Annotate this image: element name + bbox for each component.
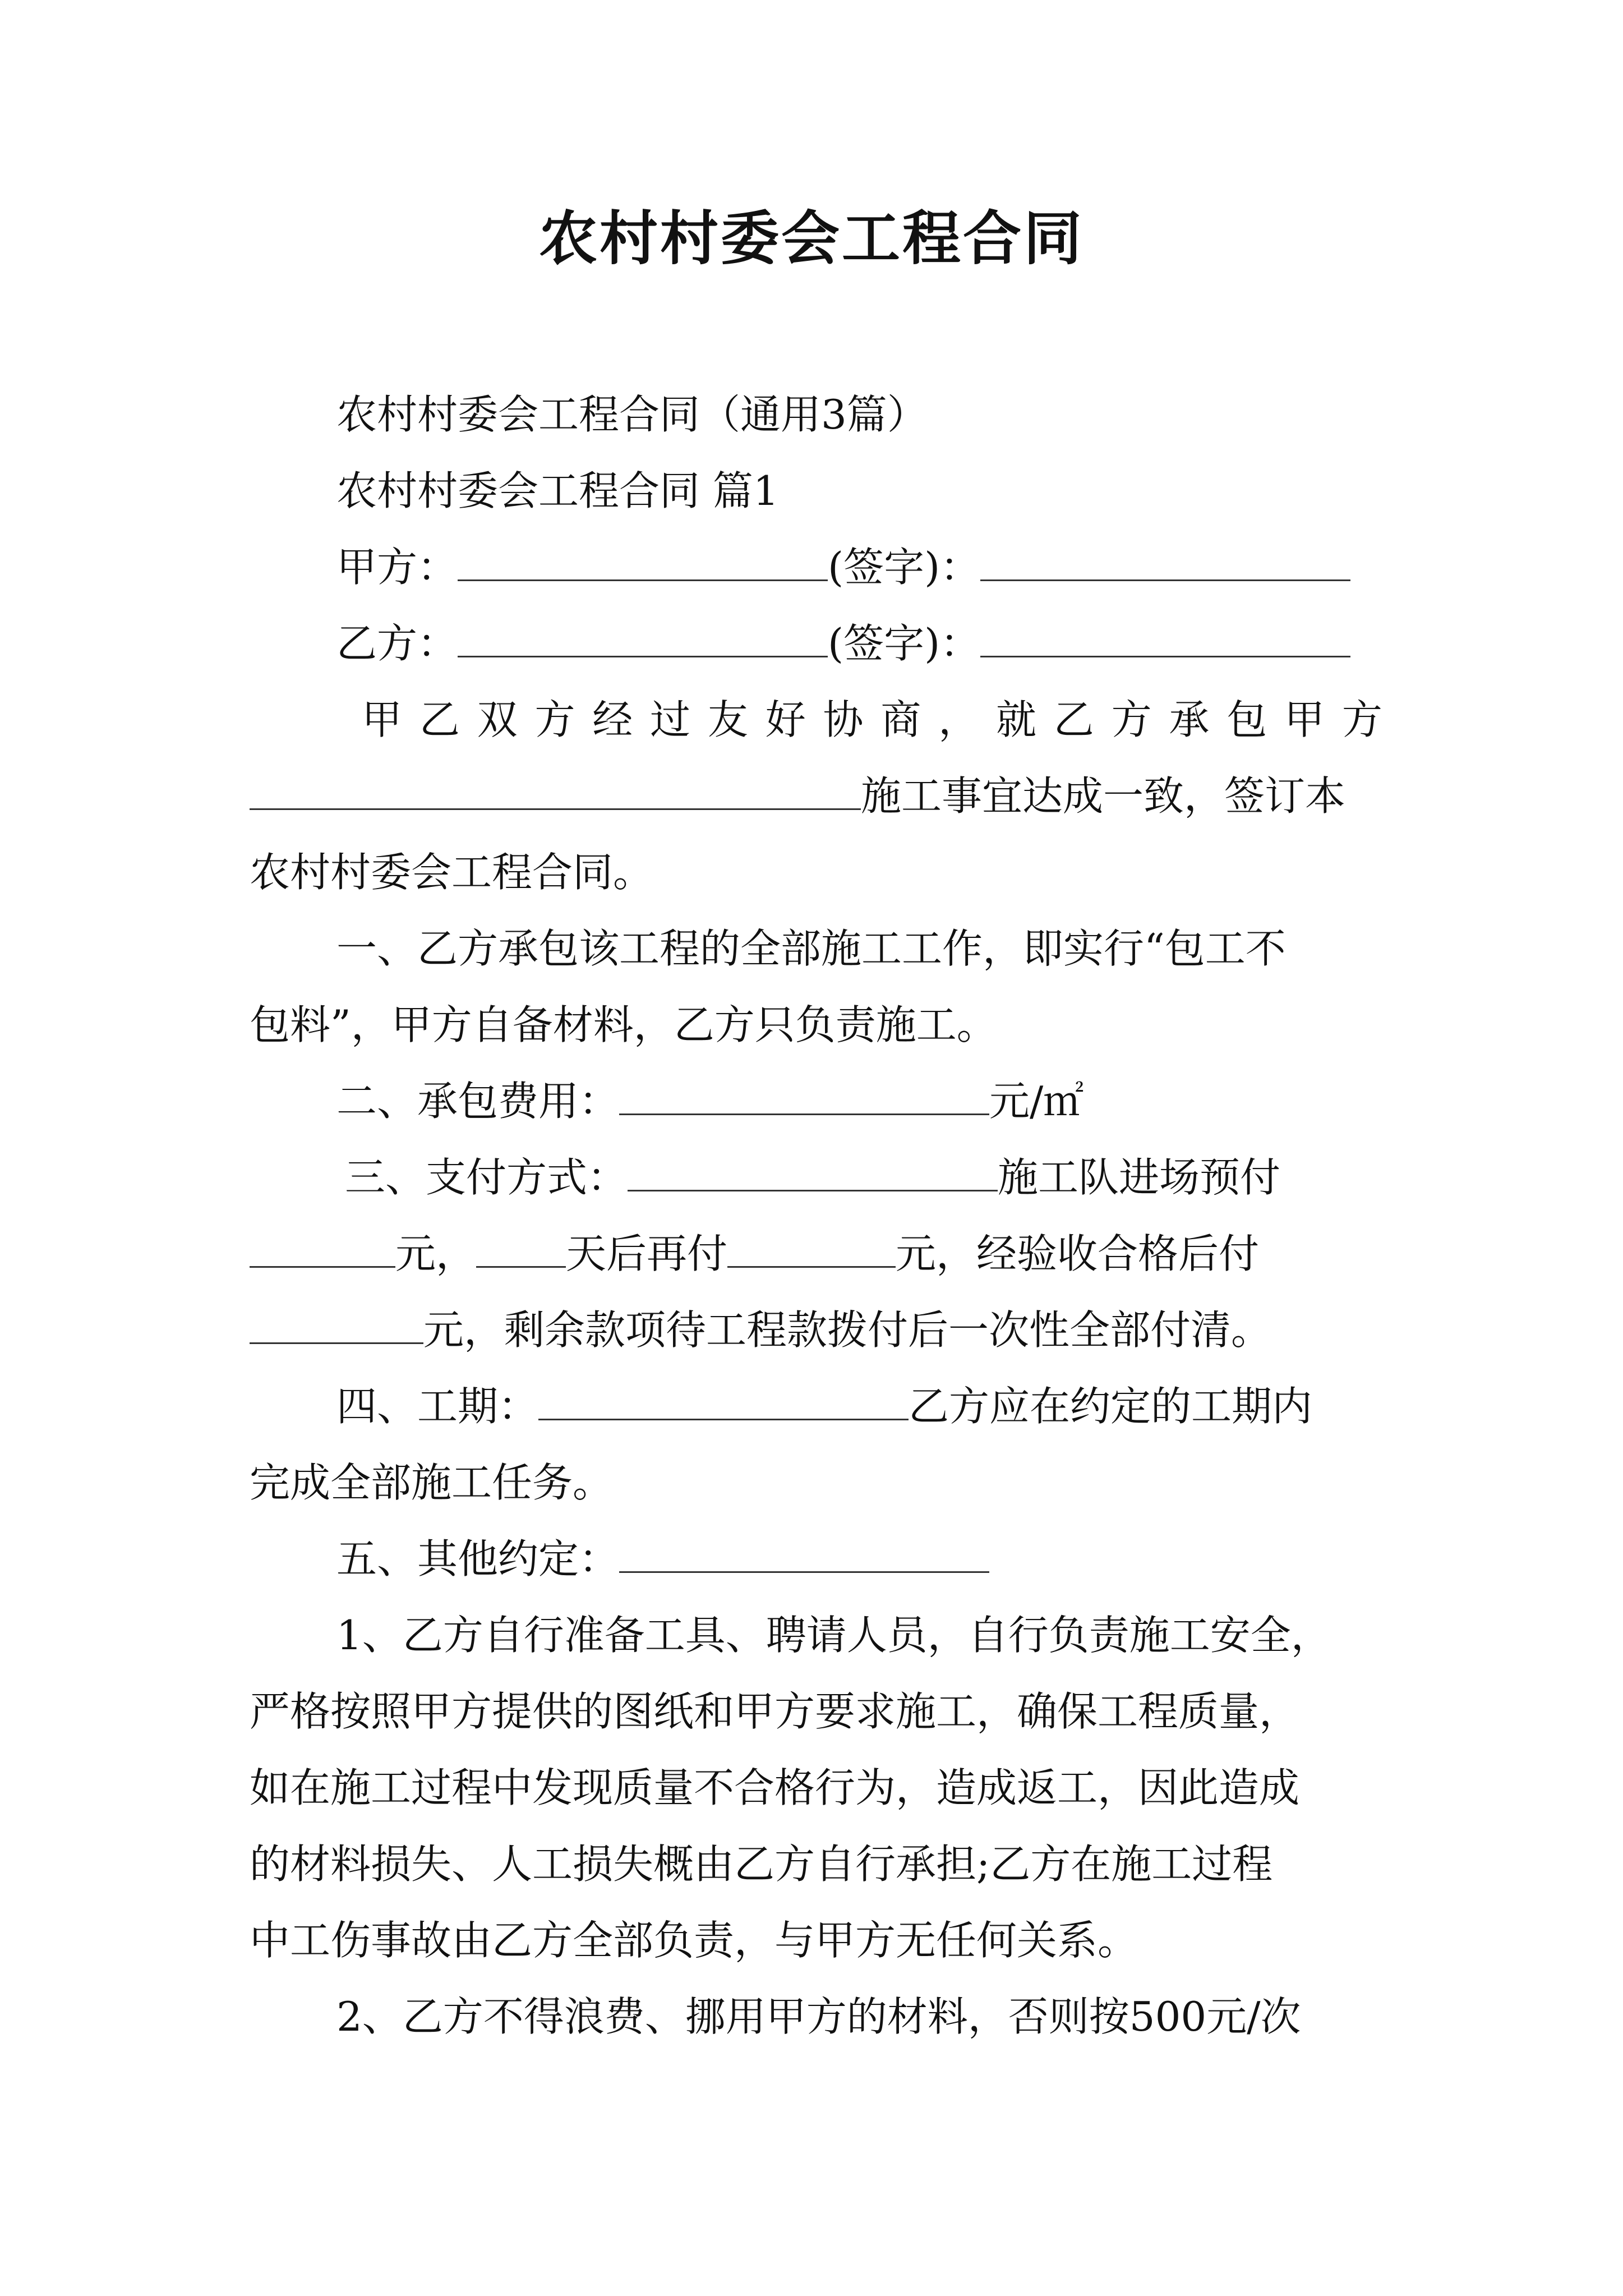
intro-line-1-char: 协 (823, 696, 864, 743)
document-title: 农村村委会工程合同 (538, 204, 1084, 273)
clause-2-label: 二、承包费用： (336, 1078, 620, 1125)
other-terms-blank[interactable] (619, 1536, 989, 1573)
intro-line-1-char: 乙 (1053, 696, 1094, 743)
clause-2-unit: 元/㎡ (989, 1078, 1084, 1125)
party-a-name-blank[interactable] (458, 545, 828, 581)
intro-line-1-char: 乙 (419, 696, 460, 743)
contract-fee-blank[interactable] (619, 1079, 989, 1115)
clause-3-text-c: 元，经验收合格后付 (896, 1230, 1260, 1277)
party-b-row (336, 618, 1350, 669)
intro-line-2 (250, 771, 1345, 821)
item-1-line-3: 如在施工过程中发现质量不合格行为，造成返工，因此造成 (250, 1764, 1300, 1811)
clause-3-text-a: 元， (395, 1230, 477, 1277)
item-1-line-5: 中工伤事故由乙方全部负责，与甲方无任何关系。 (250, 1917, 1138, 1964)
project-name-blank[interactable] (250, 774, 861, 810)
clause-3-text-b: 天后再付 (566, 1230, 728, 1277)
intro-line-2-text: 施工事宜达成一致，签订本 (861, 772, 1346, 820)
clause-3-line-3-text: 元，剩余款项待工程款拨付后一次性全部付清。 (423, 1306, 1272, 1354)
party-a-row (336, 542, 1350, 592)
clause-3-line-1-tail: 施工队进场预付 (998, 1154, 1281, 1201)
second-payment-blank[interactable] (727, 1231, 896, 1268)
clause-3-label: 三、支付方式： (345, 1154, 628, 1201)
clause-5-row (336, 1534, 989, 1584)
item-1-line-4: 的材料损失、人工损失概由乙方自行承担;乙方在施工过程 (250, 1841, 1273, 1888)
intro-line-1-char: ， (938, 696, 979, 743)
intro-line-1-char: 双 (477, 696, 518, 743)
clause-3-line-1 (345, 1152, 1280, 1203)
clause-4-line-1 (336, 1381, 1312, 1432)
intro-line-1-char: 包 (1227, 696, 1267, 743)
intro-line-1-char: 方 (534, 696, 575, 743)
intro-line-3: 农村村委会工程合同。 (250, 849, 654, 896)
item-2-line-1: 2、乙方不得浪费、挪用甲方的材料，否则按500元/次 (336, 1993, 1301, 2040)
clause-3-line-2 (250, 1228, 1259, 1279)
clause-4-line-2: 完成全部施工任务。 (250, 1459, 614, 1506)
clause-1-line-1: 一、乙方承包该工程的全部施工工作，即实行“包工不 (336, 925, 1286, 972)
clause-5-label: 五、其他约定： (336, 1535, 620, 1582)
clause-4-tail: 乙方应在约定的工期内 (909, 1383, 1313, 1430)
intro-line-1-char: 方 (1111, 696, 1152, 743)
intro-line-1 (362, 694, 1382, 745)
duration-blank[interactable] (538, 1384, 909, 1420)
section-heading: 农村村委会工程合同 篇1 (336, 467, 779, 514)
party-b-name-blank[interactable] (458, 621, 828, 657)
party-b-sign-blank[interactable] (980, 621, 1350, 657)
intro-line-1-char: 甲 (1284, 696, 1325, 743)
intro-line-1-char: 好 (765, 696, 806, 743)
intro-line-1-char: 经 (592, 696, 633, 743)
party-b-sign-label: (签字)： (828, 620, 981, 667)
item-1-line-2: 严格按照甲方提供的图纸和甲方要求施工，确保工程质量， (250, 1688, 1300, 1735)
party-a-sign-label: (签字)： (828, 544, 981, 591)
party-a-sign-blank[interactable] (980, 545, 1350, 581)
intro-line-1-char: 甲 (362, 696, 403, 743)
payment-method-blank[interactable] (628, 1155, 998, 1191)
final-payment-blank[interactable] (250, 1308, 423, 1344)
days-blank[interactable] (476, 1231, 566, 1268)
party-b-label: 乙方： (336, 620, 458, 667)
intro-line-1-char: 友 (707, 696, 748, 743)
document-subtitle: 农村村委会工程合同（通用3篇） (336, 391, 928, 438)
clause-3-line-3 (250, 1305, 1271, 1355)
intro-line-1-char: 承 (1169, 696, 1210, 743)
party-a-label: 甲方： (336, 544, 458, 591)
intro-line-1-char: 过 (650, 696, 691, 743)
intro-line-1-char: 商 (880, 696, 921, 743)
item-1-line-1: 1、乙方自行准备工具、聘请人员，自行负责施工安全， (336, 1612, 1331, 1659)
intro-line-1-char: 方 (1341, 696, 1382, 743)
prepay-amount-blank[interactable] (250, 1231, 395, 1268)
clause-2-row (336, 1076, 1083, 1126)
clause-4-label: 四、工期： (336, 1383, 539, 1430)
intro-line-1-char: 就 (995, 696, 1036, 743)
clause-1-line-2: 包料”，甲方自备材料，乙方只负责施工。 (250, 1001, 997, 1048)
